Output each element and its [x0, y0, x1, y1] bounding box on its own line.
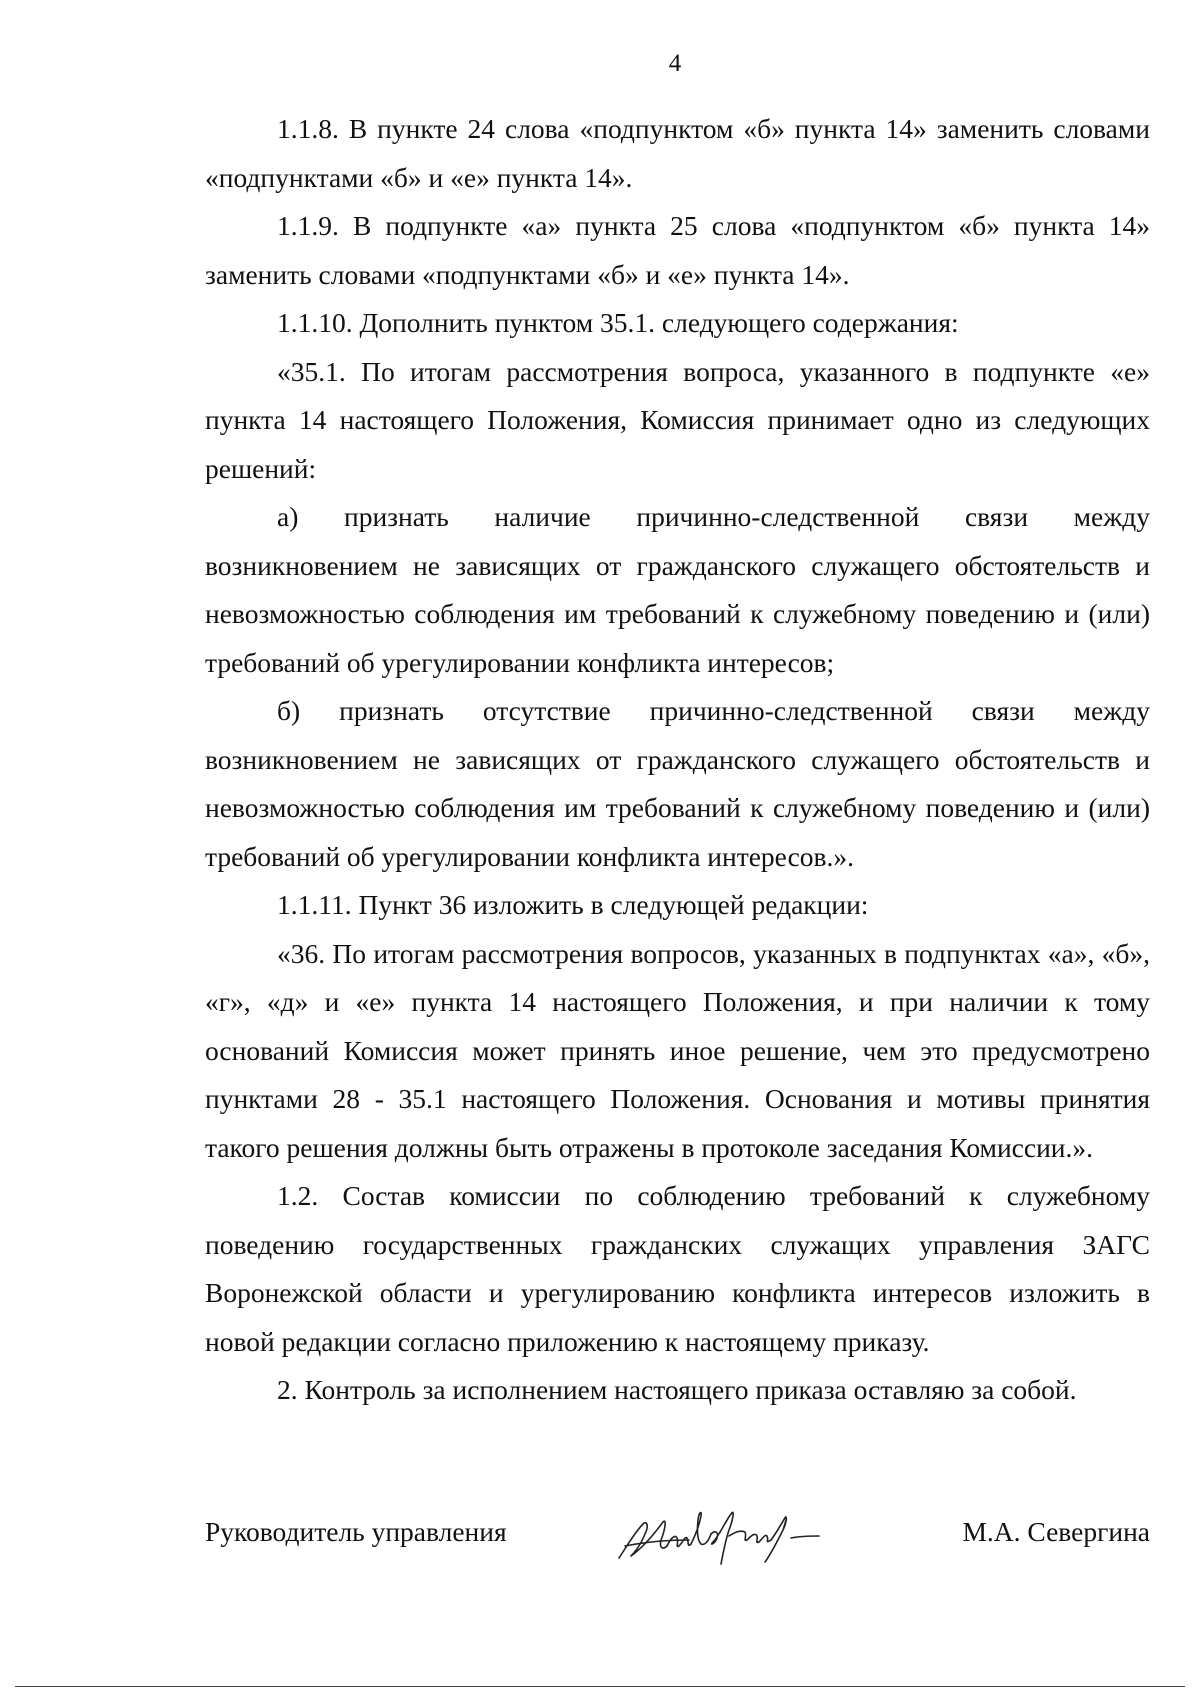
- paragraph-36: «36. По итогам рассмотрения вопросов, указанных в подпунктах «а», «б», «г», «д» и «е» пункта 14 настоящего Положения, и при наличии к тому оснований Комиссия может принять иное решение, чем это предусмотрено пунктами 28 - 35.1 настоящего Положения. Основания и мотивы принятия такого решения должны быть отражены в протоколе заседания Комиссии.».: [205, 937, 1150, 1163]
- paragraph-35-1-a: а) признать наличие причинно-следственной связи между возникновением не зависящих от гражданского служащего обстоятельств и невозможностью соблюдения им требований к служебному поведению и (или) требований об урегулировании конфликта интересов;: [205, 501, 1150, 678]
- paragraph-2: 2. Контроль за исполнением настоящего приказа оставляю за собой.: [277, 1374, 1077, 1405]
- page-number: 4: [668, 50, 682, 77]
- document-body: [205, 105, 1150, 1415]
- paragraph-1-2: 1.2. Состав комиссии по соблюдению требований к служебному поведению государственных гражданских служащих управления ЗАГС Воронежской области и урегулированию конфликта интересов изложить в новой редакции согласно приложению к настоящему приказу.: [205, 1180, 1150, 1357]
- paragraph-1-1-9: 1.1.9. В подпункте «а» пункта 25 слова «подпунктом «б» пункта 14» заменить словами «подпунктами «б» и «е» пункта 14».: [205, 210, 1150, 290]
- paragraph-1-1-8: 1.1.8. В пункте 24 слова «подпунктом «б» пункта 14» заменить словами «подпунктами «б» и «е» пункта 14».: [205, 113, 1150, 193]
- paragraph-1-1-11: 1.1.11. Пункт 36 изложить в следующей редакции:: [277, 889, 869, 920]
- bottom-divider: [15, 1686, 1185, 1687]
- signature-block: [205, 1508, 1150, 1568]
- handwritten-signature: [605, 1496, 875, 1576]
- paragraph-1-1-10: 1.1.10. Дополнить пунктом 35.1. следующего содержания:: [277, 307, 959, 338]
- signatory-name: М.А. Севергина: [962, 1516, 1150, 1547]
- paragraph-35-1-b: б) признать отсутствие причинно-следственной связи между возникновением не зависящих от гражданского служащего обстоятельств и невозможностью соблюдения им требований к служебному поведению и (или) требований об урегулировании конфликта интересов.».: [205, 695, 1150, 872]
- paragraph-35-1: «35.1. По итогам рассмотрения вопроса, указанного в подпункте «е» пункта 14 настоящего Положения, Комиссия принимает одно из следующих решений:: [205, 355, 1150, 484]
- signatory-role: Руководитель управления: [205, 1516, 507, 1547]
